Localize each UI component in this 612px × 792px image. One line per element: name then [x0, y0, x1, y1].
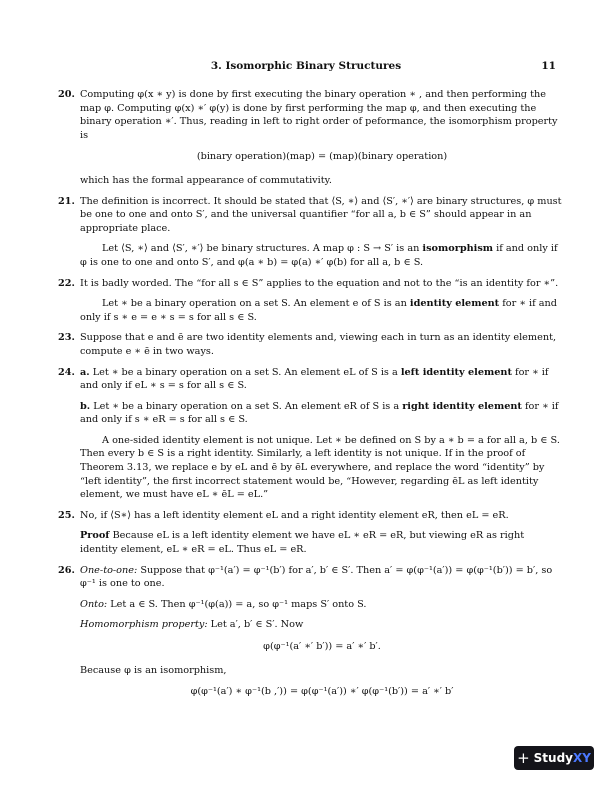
exercise-26 [58, 564, 564, 699]
defined-term: isomorphism [422, 243, 494, 255]
paragraph: A one-sided identity element is not unique. Let ∗ be defined on S by a ∗ b = a for all a, b ∈ S. Then every b ∈ S is a right identity. Similarly, a left identity is not unique. If in the proof of Theorem 3.13, we replace e by eL and ē by ēL everywhere, and replace the word “identity” by “left identity”, the first incorrect statement would be, “However, regarding ēL as left identity element, we must have eL ∗ ēL = eL.” [80, 434, 560, 501]
chapter-title: 3. Isomorphic Binary Structures [210, 60, 402, 72]
defined-term: identity element [409, 298, 500, 310]
exercise-number: 26. [58, 564, 75, 576]
text-run: Let a′, b′ ∈ S′. Now [207, 619, 304, 631]
text-run: Let a ∈ S. Then φ⁻¹(φ(a)) = a, so φ⁻¹ maps S′ onto S. [107, 598, 367, 610]
text-run: for ∗ if and only if eL ∗ s = s for all s ∈ S. [80, 366, 549, 392]
paragraph: Suppose that e and ē are two identity elements and, viewing each in turn as an identity element, compute e ∗ ē in two ways. [80, 332, 557, 357]
text-run: if and only if φ is one to one and onto S′, and φ(a ∗ b) = φ(a) ∗′ φ(b) for all a, b ∈ S. [80, 243, 558, 268]
solutions-body [58, 88, 564, 709]
text-run: for ∗ if and only if s ∗ eR = s for all s ∈ S. [80, 400, 559, 426]
part-label: b. [80, 400, 91, 412]
definition-paragraph [80, 297, 564, 324]
exercise-25 [58, 509, 564, 557]
paragraph: It is badly worded. The “for all s ∈ S” applies to the equation and not to the “is an identity for ∗”. [80, 277, 559, 289]
text-run: Let ∗ be a binary operation on a set S. An element eR of S is a [93, 400, 403, 412]
case-label: Onto: [80, 598, 108, 610]
one-to-one-paragraph [80, 564, 564, 591]
text-run: Let ⟨S, ∗⟩ and ⟨S′, ∗′⟩ be binary structures. A map φ : S → S′ is an [102, 243, 423, 255]
proof-paragraph [80, 529, 564, 556]
exercise-number: 24. [58, 366, 75, 378]
exercise-number: 23. [58, 332, 75, 344]
plus-icon: + [517, 749, 530, 767]
part-b [80, 400, 564, 427]
exercise-number: 21. [58, 195, 75, 207]
exercise-21 [58, 195, 564, 270]
exercise-number: 25. [58, 509, 75, 521]
paragraph: Because φ is an isomorphism, [80, 664, 227, 676]
paragraph: The definition is incorrect. It should be stated that ⟨S, ∗⟩ and ⟨S′, ∗′⟩ are binary structures, φ must be one to one and onto S′, and the universal quantifier “for all a, b ∈ S” should appear in an appropriate place. [80, 195, 562, 234]
exercise-20 [58, 88, 564, 188]
logo-accent: XY [572, 751, 591, 765]
definition-paragraph [80, 242, 564, 269]
homomorphism-paragraph [80, 618, 564, 632]
text-run: Suppose that φ⁻¹(a′) = φ⁻¹(b′) for a′, b′ ∈ S′. Then a′ = φ(φ⁻¹(a′)) = φ(φ⁻¹(b′)) = b′, so φ⁻¹ is one to one. [80, 564, 553, 590]
exercise-number: 22. [58, 277, 75, 289]
text-run: Because eL is a left identity element we have eL ∗ eR = eR, but viewing eR as right identity element, eL ∗ eR = eL. Thus eL = eR. [80, 530, 525, 556]
text-run: for ∗ if and only if s ∗ e = e ∗ s = s for all s ∈ S. [80, 298, 557, 323]
case-label: One-to-one: [80, 564, 138, 576]
exercise-22 [58, 277, 564, 325]
part-label: a. [80, 366, 90, 378]
onto-paragraph [80, 598, 564, 612]
defined-term: left identity element [400, 366, 512, 378]
paragraph: No, if ⟨S∗⟩ has a left identity element eL and a right identity element eR, then eL = eR. [80, 509, 509, 521]
display-equation: φ(φ⁻¹(a′ ∗′ b′)) = a′ ∗′ b′. [263, 641, 381, 652]
logo-text: Study [533, 751, 573, 765]
proof-label: Proof [80, 530, 110, 542]
paragraph: Computing φ(x ∗ y) is done by first executing the binary operation ∗ , and then performing the map φ. Computing φ(x) ∗′ φ(y) is done by first performing the map φ, and then executing the binary operation ∗′. Thus, reading in left to right order of peformance, the isomorphism property is [80, 89, 558, 141]
display-equation: (binary operation)(map) = (map)(binary operation) [196, 151, 448, 163]
page-number: 11 [541, 60, 556, 72]
text-run: Let ∗ be a binary operation on a set S. An element eL of S is a [92, 366, 401, 378]
display-equation: φ(φ⁻¹(a′) ∗ φ⁻¹(b ,′)) = φ(φ⁻¹(a′)) ∗′ φ(φ⁻¹(b′)) = a′ ∗′ b′ [190, 686, 454, 698]
case-label: Homomorphism property: [80, 619, 208, 631]
paragraph: which has the formal appearance of commutativity. [80, 174, 332, 186]
exercise-23 [58, 331, 564, 358]
part-a [80, 366, 564, 393]
studyxy-logo[interactable] [514, 746, 594, 770]
text-run: Let ∗ be a binary operation on a set S. An element e of S is an [102, 298, 410, 310]
exercise-number: 20. [58, 89, 75, 100]
exercise-24 [58, 366, 564, 502]
defined-term: right identity element [402, 400, 522, 412]
